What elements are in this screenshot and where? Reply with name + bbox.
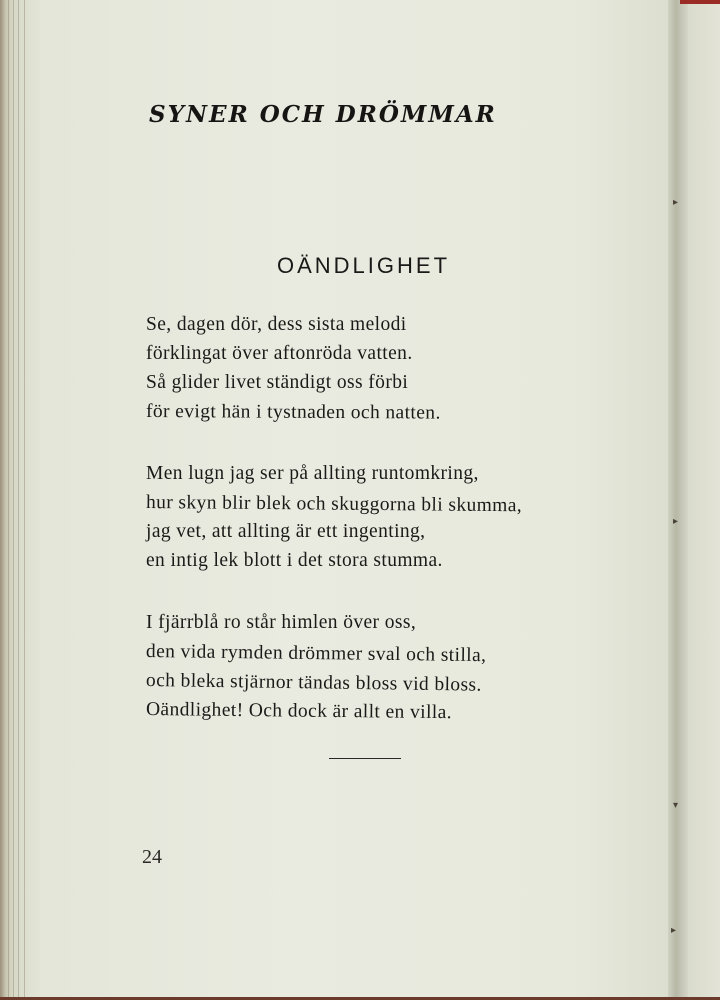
gutter-mark: ▾ (673, 800, 679, 811)
poem-line: en intig lek blott i det stora stumma. (146, 550, 443, 571)
poem-line: den vida rymden drömmer sval och stilla, (145, 641, 487, 667)
page-stack-edge (0, 0, 44, 1000)
poem-line: Se, dagen dör, dess sista melodi (146, 314, 407, 335)
poem-line: jag vet, att allting är ett ingenting, (146, 521, 426, 542)
stanza (146, 608, 486, 724)
poem-line: Oändlighet! Och dock är allt en villa. (145, 699, 453, 724)
running-header: SYNER OCH DRÖMMAR (149, 101, 497, 128)
facing-page-edge (688, 0, 720, 1000)
stanza (146, 459, 522, 575)
cover-corner (680, 0, 720, 4)
poem-line: hur skyn blir blek och skuggorna bli skumma, (145, 492, 523, 517)
poem-line: förklingat över aftonröda vatten. (146, 343, 413, 364)
book-gutter (668, 0, 688, 1000)
poem-line: Men lugn jag ser på allting runtomkring, (146, 463, 479, 484)
poem-line: och bleka stjärnor tändas bloss vid bloss. (145, 670, 482, 696)
page-number: 24 (142, 846, 162, 868)
gutter-mark: ▸ (671, 925, 677, 936)
poem-title: OÄNDLIGHET (276, 253, 451, 278)
gutter-mark: ▸ (673, 516, 679, 527)
poem-line: Så glider livet ständigt oss förbi (146, 372, 409, 393)
stanza (146, 310, 441, 426)
section-divider (329, 758, 401, 759)
gutter-mark: ▸ (673, 197, 679, 208)
poem-line: för evigt hän i tystnaden och natten. (145, 401, 441, 424)
poem-line: I fjärrblå ro står himlen över oss, (146, 612, 417, 633)
